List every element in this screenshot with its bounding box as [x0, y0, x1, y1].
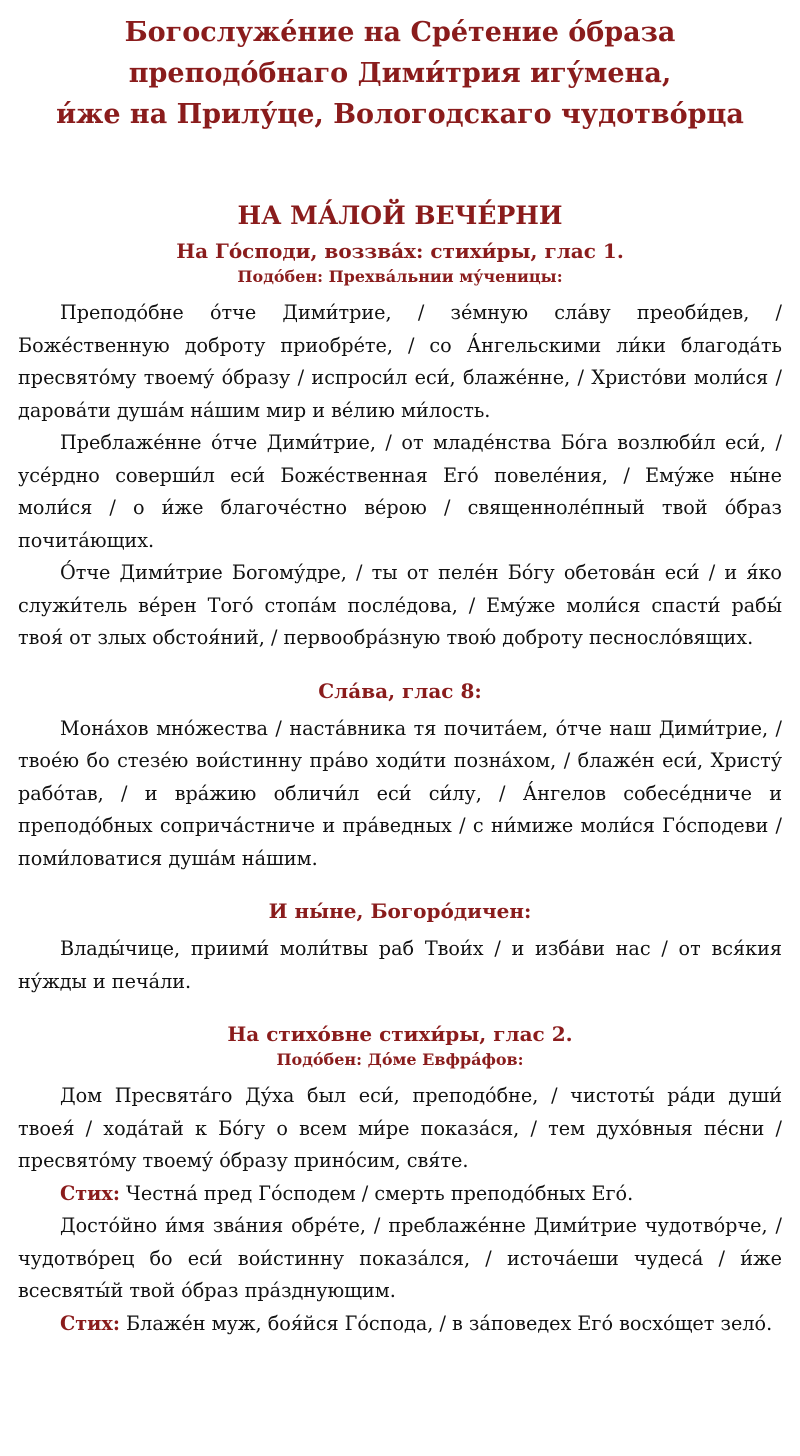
- verse-text-2: Блаже́н муж, боя́йся Го́спода, / в за́поведех Его́ восхо́щет зело́.: [126, 1311, 773, 1335]
- now-and-ever-heading: И ны́не, Богоро́дичен:: [268, 899, 532, 923]
- theotokion-text: Влады́чице, приими́ моли́твы раб Твои́х / и изба́ви нас / от вся́кия ну́жды и печа́ли.: [18, 937, 782, 993]
- podoben-heading-2: Подо́бен: До́ме Евфра́фов:: [276, 1050, 524, 1069]
- aposticha-heading: На стихо́вне стихи́ры, глас 2.: [227, 1022, 573, 1046]
- verse-label-2: Стих:: [60, 1311, 120, 1335]
- aposticha-sticheron-2: Досто́йно и́мя зва́ния обре́те, / преблаже́нне Дими́трие чудотво́рче, / чудотво́рец бо еси́ вои́стинну показа́лся, / источа́еши чудеса́ / и́же всесвяты́й твой о́браз пра́зднующим.: [18, 1214, 782, 1302]
- lord-i-have-cried-heading: На Го́споди, воззва́х: стихи́ры, глас 1.: [176, 239, 624, 263]
- service-title-line-3: и́же на Прилу́це, Вологодскаго чудотво́рца: [56, 99, 744, 130]
- sticheron-3: О́тче Дими́трие Богому́дре, / ты от пеле́н Бо́гу обетова́н еси́ / и я́ко служи́тель ве́рен Того́ стопа́м после́дова, / Ему́же моли́ся спасти́ рабы́ твоя́ от злых обстоя́ний, / первообра́зную твою́ доброту песносло́вящих.: [18, 561, 782, 649]
- small-vespers-heading: НА МА́ЛОЙ ВЕЧЕ́РНИ: [237, 201, 563, 230]
- glory-text: Мона́хов мно́жества / наста́вника тя почита́ем, о́тче наш Дими́трие, / твое́ю бо стезе́ю вои́стинну пра́во ходи́ти позна́хом, / блаже́н еси́, Христу́ рабо́тав, / и вра́жию обличи́л еси́ си́лу, / А́нгелов собесе́дниче и преподо́бных соприча́стниче и пра́ведных / с ни́миже моли́ся Го́сподеви / поми́ловатися душа́м на́шим.: [18, 716, 782, 870]
- glory-heading: Сла́ва, глас 8:: [318, 678, 482, 703]
- sticheron-2: Преблаже́нне о́тче Дими́трие, / от младе́нства Бо́га возлюби́л еси́, / усе́рдно соверши́л еси́ Боже́ственная Его́ повеле́ния, / Ему́же ны́не моли́ся / о и́же благоче́стно ве́рою / священноле́пный твой о́браз почита́ющих.: [18, 431, 782, 552]
- verse-1: [18, 1178, 782, 1211]
- verse-2: [18, 1308, 782, 1341]
- verse-label-1: Стих:: [60, 1181, 120, 1205]
- podoben-heading-1: Подо́бен: Прехва́льнии му́ченицы:: [237, 267, 563, 286]
- verse-text-1: Честна́ пред Го́сподем / смерть преподо́бных Его́.: [126, 1181, 634, 1205]
- sticheron-1: Преподо́бне о́тче Дими́трие, / зе́мную сла́ву преоби́дев, / Боже́ственную доброту приобре́те, / со А́нгельскими ли́ки благода́ть пресвято́му твоему́ о́бразу / испроси́л еси́, блаже́нне, / Христо́ви моли́ся / дарова́ти душа́м на́шим мир и ве́лию ми́лость.: [18, 301, 782, 422]
- service-title-line-2: преподо́бнаго Дими́трия игу́мена,: [128, 58, 672, 89]
- service-title: [18, 12, 782, 135]
- service-title-line-1: Богослуже́ние на Сре́тение о́браза: [124, 17, 676, 48]
- aposticha-sticheron-1: Дом Пресвята́го Ду́ха был еси́, преподо́бне, / чистоты́ ра́ди души́ твоея́ / хода́тай к Бо́гу о всем ми́ре показа́ся, / тем духо́вныя пе́сни / пресвято́му твоему́ о́бразу прино́сим, свя́те.: [18, 1084, 782, 1172]
